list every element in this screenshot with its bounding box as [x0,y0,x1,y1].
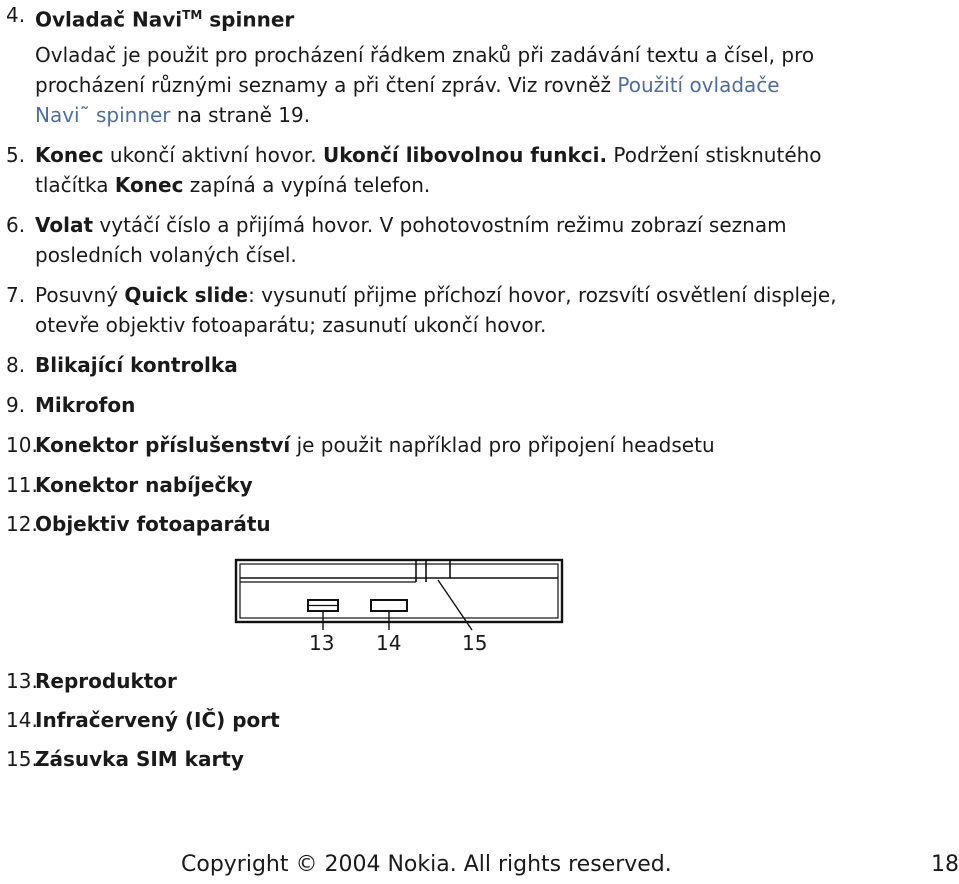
paragraph-line: Konektor příslušenství je použit například pro připojení headsetu [35,433,715,457]
paragraph-line: Navi˜ spinner na straně 19. [35,103,311,127]
paragraph-line: posledních volaných čísel. [35,243,297,267]
callout-label-15: 15 [462,631,488,655]
item-number: 8. [6,353,26,377]
item-number: 15. [6,747,38,771]
copyright-notice: Copyright © 2004 Nokia. All rights reserved. [181,852,672,877]
item-number: 4. [6,3,26,27]
item-title: Ovladač Navi™ spinner [35,7,295,32]
item-number: 12. [6,512,38,536]
paragraph-line: Konec ukončí aktivní hovor. Ukončí libovolnou funkci. Podržení stisknutého [35,143,822,167]
page-number: 18 [931,852,959,877]
callout-label-14: 14 [376,631,402,655]
paragraph-line: Volat vytáčí číslo a přijímá hovor. V pohotovostním režimu zobrazí seznam [35,213,787,237]
item-number: 5. [6,143,26,167]
callout-label-13: 13 [309,631,335,655]
item-title: Reproduktor [35,669,177,693]
item-title: Zásuvka SIM karty [35,747,244,771]
item-title: Objektiv fotoaparátu [35,512,271,536]
item-number: 13. [6,669,38,693]
paragraph-line: procházení různými seznamy a při čtení zpráv. Viz rovněž Použití ovladače [35,73,780,97]
item-number: 10. [6,433,38,457]
phone-body-inner [240,564,558,618]
item-number: 11. [6,473,38,497]
phone-body-outline [236,560,562,622]
item-number: 7. [6,283,26,307]
paragraph-line: tlačítka Konec zapíná a vypíná telefon. [35,173,431,197]
item-title: Infračervený (IČ) port [35,708,280,732]
paragraph-line: otevře objektiv fotoaparátu; zasunutí ukončí hovor. [35,313,547,337]
item-number: 14. [6,708,38,732]
phone-side-diagram [230,555,570,660]
item-title: Konektor nabíječky [35,473,253,497]
item-number: 6. [6,213,26,237]
paragraph-line: Posuvný Quick slide: vysunutí přijme příchozí hovor, rozsvítí osvětlení displeje, [35,283,837,307]
infrared-port-window [371,600,407,611]
item-title: Mikrofon [35,393,136,417]
item-number: 9. [6,393,26,417]
cross-reference-link[interactable]: Navi˜ spinner [35,103,171,127]
paragraph-line: Ovladač je použit pro procházení řádkem znaků při zadávání textu a čísel, pro [35,43,815,67]
cross-reference-link[interactable]: Použití ovladače [617,73,780,97]
item-title: Blikající kontrolka [35,353,238,377]
